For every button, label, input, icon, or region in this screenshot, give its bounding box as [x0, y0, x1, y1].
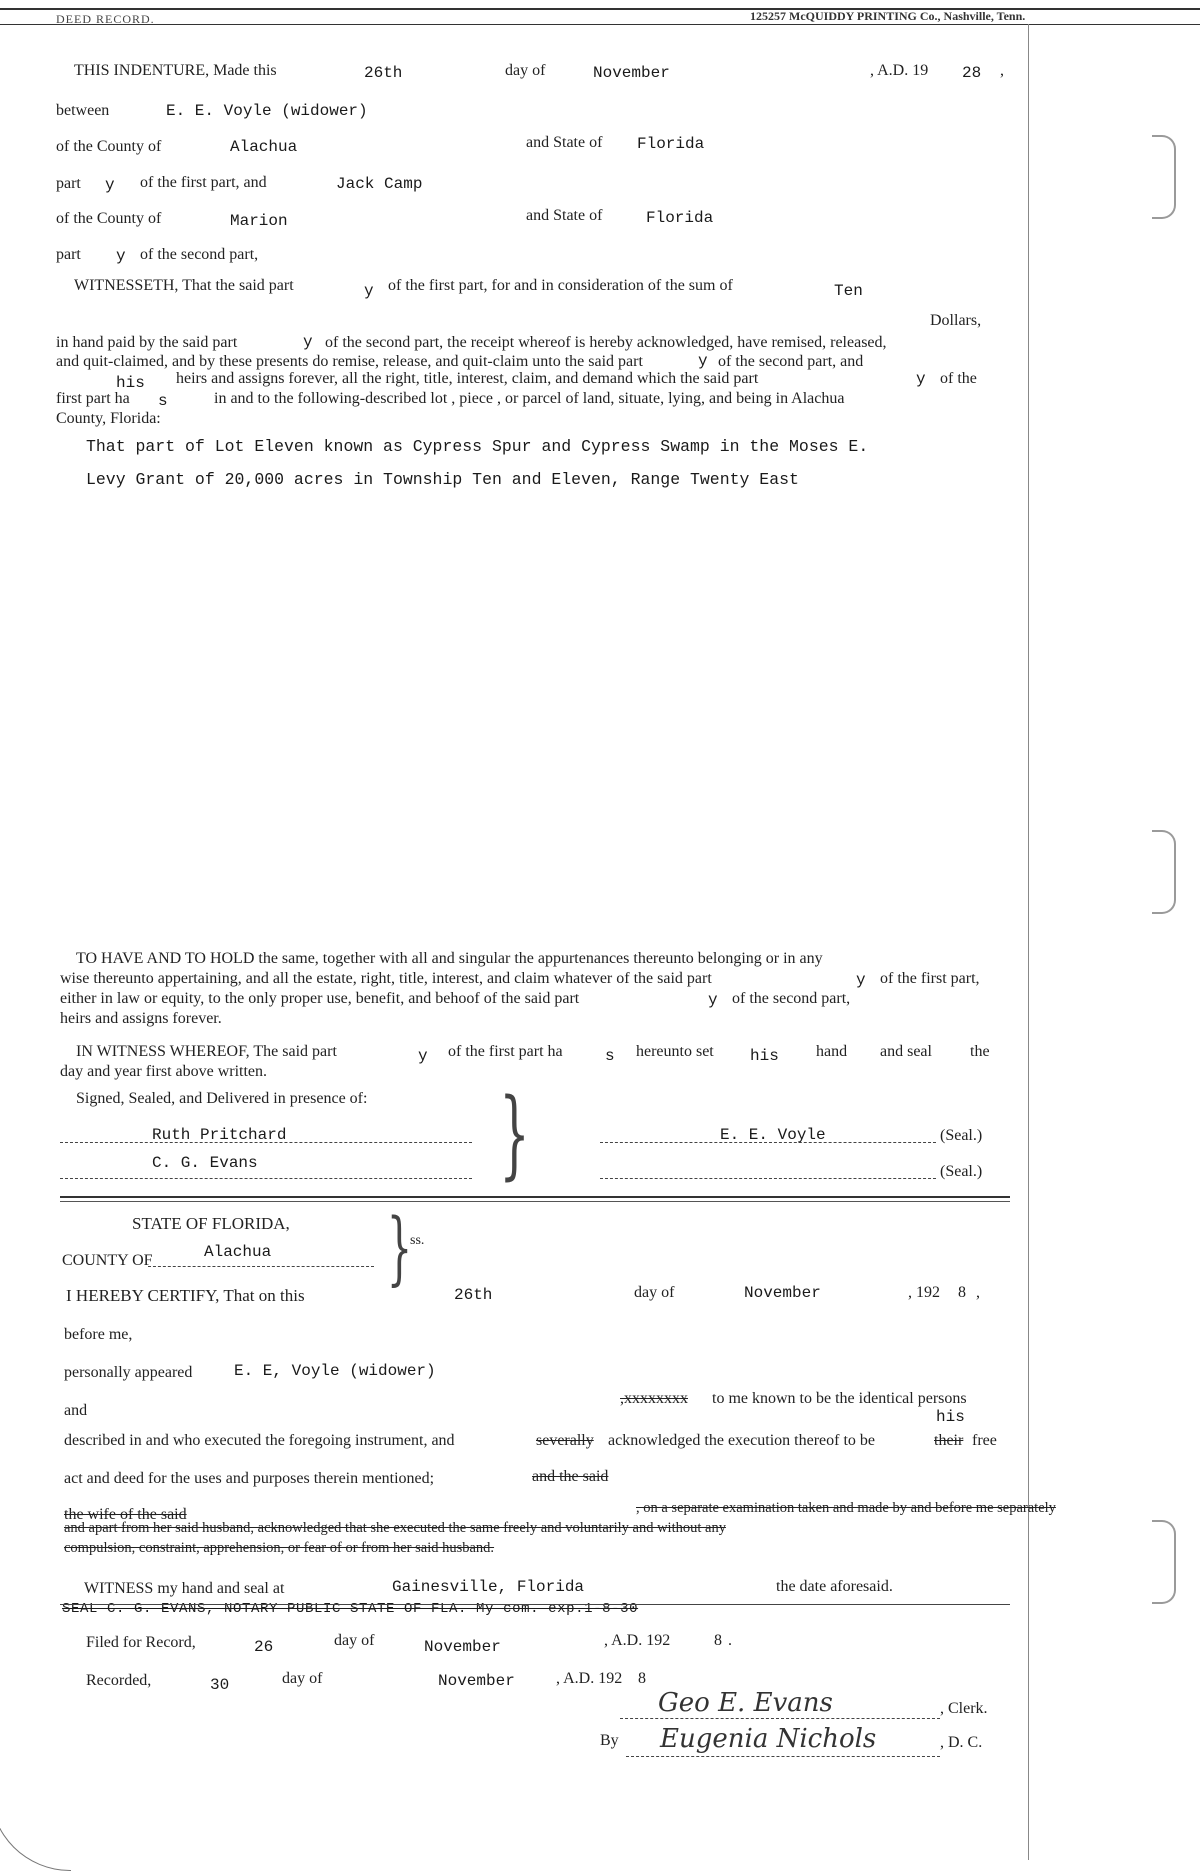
in-witness-seal: and seal — [880, 1043, 932, 1060]
section-divider-top — [60, 1196, 1010, 1198]
right-margin-rule — [1028, 24, 1029, 1860]
binding-loop — [1152, 1520, 1176, 1604]
in-witness-line2: day and year first above written. — [60, 1063, 268, 1080]
clerk-line — [620, 1718, 940, 1719]
indenture-ad: , A.D. 19 — [870, 62, 929, 79]
recorded-month: November — [438, 1672, 515, 1690]
state1-value: Florida — [637, 135, 705, 153]
witnesseth-s: s — [158, 392, 168, 410]
ack-person: E. E, Voyle (widower) — [234, 1362, 436, 1380]
witnesseth-line3a: in hand paid by the said part — [56, 334, 238, 351]
filed-period: . — [728, 1632, 732, 1649]
between-label: between — [56, 102, 110, 119]
filed-month: November — [424, 1638, 501, 1656]
witnesseth-y-2: y — [303, 333, 313, 351]
ack-and: and — [64, 1402, 88, 1419]
in-witness-line1a: IN WITNESS WHEREOF, The said part — [76, 1043, 337, 1060]
witnesseth-line3b: of the second part, the receipt whereof is hereby acknowledged, have remised, released, — [325, 334, 887, 351]
ack-day: 26th — [454, 1286, 493, 1304]
notary-seal-struck: SEAL C. G. EVANS, NOTARY PUBLIC STATE OF FLA. My com. exp.1-8-30 — [62, 1601, 639, 1617]
second-part-label: of the second part, — [140, 246, 259, 263]
witness2-name: C. G. Evans — [152, 1154, 258, 1172]
habendum-line2a: wise thereunto appertaining, and all the estate, right, title, interest, and claim whatever of the said part — [60, 970, 712, 987]
header-bottom-rule — [0, 24, 1200, 25]
binding-loop — [1152, 830, 1176, 914]
section-divider-bottom — [60, 1201, 1010, 1202]
ack-witness: WITNESS my hand and seal at — [84, 1580, 285, 1597]
state-label-1: and State of — [526, 134, 603, 151]
habendum-line3b: of the second part, — [732, 990, 851, 1007]
witnesseth-y-1: y — [364, 282, 374, 300]
signed-sealed-label: Signed, Sealed, and Delivered in presence of: — [76, 1090, 368, 1107]
witnesseth-line1b: of the first part, for and in consideration of the sum of — [388, 277, 733, 294]
filed-yr: 8 — [714, 1632, 722, 1649]
dollars-label: Dollars, — [930, 312, 982, 329]
notary-rule — [60, 1604, 1010, 1605]
ack-severally: severally — [536, 1432, 594, 1449]
dc-label: , D. C. — [940, 1734, 983, 1751]
party2-name: Jack Camp — [336, 175, 423, 193]
witnesseth-line4b: of the second part, and — [718, 353, 864, 370]
ack-day-of: day of — [634, 1284, 675, 1301]
ack-appeared: personally appeared — [64, 1364, 193, 1381]
first-part-and: of the first part, and — [140, 174, 267, 191]
witnesseth-line5b: of the — [940, 370, 977, 387]
witnesseth-his: his — [116, 374, 145, 392]
ack-county-label: COUNTY OF — [62, 1252, 153, 1269]
ack-described-a: described in and who executed the foregoing instrument, and — [64, 1432, 455, 1449]
part-label-2: part — [56, 246, 81, 263]
in-witness-s: s — [605, 1047, 615, 1065]
county2-value: Marion — [230, 212, 288, 230]
filed-day: 26 — [254, 1638, 274, 1656]
ack-and-the-said: and the said — [532, 1468, 609, 1485]
habendum-y-2: y — [708, 991, 718, 1009]
habendum-line3a: either in law or equity, to the only proper use, benefit, and behoof of the said part — [60, 990, 580, 1007]
ack-month: November — [744, 1284, 821, 1302]
state-label-2: and State of — [526, 207, 603, 224]
indenture-month: November — [593, 64, 670, 82]
ack-struck-line2: and apart from her said husband, acknowledged that she executed the same freely and voluntarily and without any — [64, 1520, 726, 1536]
consideration-sum: Ten — [834, 282, 863, 300]
in-witness-y: y — [418, 1047, 428, 1065]
ack-state: STATE OF FLORIDA, — [132, 1214, 290, 1233]
witnesseth-line7: County, Florida: — [56, 410, 161, 427]
recorded-yr: 8 — [638, 1670, 646, 1687]
recorded-day: 30 — [210, 1676, 230, 1694]
witnesseth-line1: WITNESSETH, That the said part — [74, 277, 294, 294]
in-witness-hand: hand — [816, 1043, 848, 1060]
filed-day-of: day of — [334, 1632, 375, 1649]
ack-free: free — [972, 1432, 997, 1449]
ack-before: before me, — [64, 1326, 133, 1343]
habendum-line1: TO HAVE AND TO HOLD the same, together with all and singular the appurtenances thereunto belonging or in any — [76, 950, 823, 967]
ack-their: their — [934, 1432, 964, 1449]
filed-label: Filed for Record, — [86, 1634, 196, 1651]
in-witness-the: the — [970, 1043, 990, 1060]
in-witness-line1b: of the first part ha — [448, 1043, 563, 1060]
grantor2-line — [600, 1178, 936, 1179]
ack-brace: } — [386, 1201, 413, 1294]
witnesseth-line5a: heirs and assigns forever, all the right, title, interest, claim, and demand which the said part — [176, 370, 759, 387]
description-line2: Levy Grant of 20,000 acres in Township Ten and Eleven, Range Twenty East — [86, 470, 799, 489]
header-printer: 125257 McQUIDDY PRINTING Co., Nashville, Tenn. — [750, 9, 1026, 23]
ack-county-line — [148, 1266, 374, 1267]
clerk-signature: Geo E. Evans — [658, 1688, 833, 1718]
signature-brace: } — [499, 1078, 530, 1190]
ack-place: Gainesville, Florida — [392, 1578, 585, 1596]
ack-ss: ss. — [410, 1233, 425, 1248]
description-line1: That part of Lot Eleven known as Cypress Spur and Cypress Swamp in the Moses E. — [86, 437, 869, 456]
ack-struck-line1a: the wife of the said — [64, 1506, 187, 1523]
grantor-signature: E. E. Voyle — [720, 1126, 826, 1144]
clerk-label: , Clerk. — [940, 1700, 988, 1717]
seal-label-1: (Seal.) — [940, 1127, 983, 1144]
header-deed-record: DEED RECORD. — [56, 12, 155, 26]
ack-yr: 8 — [958, 1284, 966, 1301]
dc-signature: Eugenia Nichols — [660, 1724, 877, 1754]
party1-name: E. E. Voyle (widower) — [166, 102, 368, 120]
part-label-1: part — [56, 175, 81, 192]
part-y-1: y — [105, 176, 115, 194]
witness1-name: Ruth Pritchard — [152, 1126, 287, 1144]
seal-label-2: (Seal.) — [940, 1163, 983, 1180]
witnesseth-line6a: first part ha — [56, 390, 130, 407]
indenture-day: 26th — [364, 64, 403, 82]
county-label-2: of the County of — [56, 210, 162, 227]
ack-described-b: acknowledged the execution thereof to be — [608, 1432, 875, 1449]
county-label-1: of the County of — [56, 138, 162, 155]
binding-loop — [1152, 135, 1176, 219]
indenture-intro: THIS INDENTURE, Made this — [74, 62, 277, 79]
recorded-day-of: day of — [282, 1670, 323, 1687]
county1-value: Alachua — [230, 138, 298, 156]
page-corner-curve — [0, 1760, 71, 1871]
ack-struck-line1b: , on a separate examination taken and made by and before me separately — [636, 1500, 1056, 1516]
witnesseth-y-4: y — [916, 370, 926, 388]
dc-line — [626, 1756, 940, 1757]
recorded-label: Recorded, — [86, 1672, 152, 1689]
in-witness-line1c: hereunto set — [636, 1043, 714, 1060]
ack-yr-comma: , — [976, 1284, 980, 1301]
in-witness-his: his — [750, 1047, 779, 1065]
ack-act: act and deed for the uses and purposes therein mentioned; — [64, 1470, 435, 1487]
state2-value: Florida — [646, 209, 714, 227]
indenture-day-of: day of — [505, 62, 546, 79]
ack-yr-label: , 192 — [908, 1284, 940, 1301]
ack-county: Alachua — [204, 1243, 272, 1261]
by-label: By — [600, 1732, 619, 1749]
habendum-line4: heirs and assigns forever. — [60, 1010, 222, 1027]
indenture-year-end: , — [1000, 62, 1004, 79]
filed-ad: , A.D. 192 — [604, 1632, 671, 1649]
ack-known: to me known to be the identical persons — [712, 1390, 967, 1407]
ack-and-struck: ,xxxxxxxx — [620, 1390, 688, 1407]
habendum-y-1: y — [856, 971, 866, 989]
ack-date-aforesaid: the date aforesaid. — [776, 1578, 893, 1595]
witnesseth-y-3: y — [698, 352, 708, 370]
ack-certify: I HEREBY CERTIFY, That on this — [66, 1286, 305, 1305]
recorded-ad: , A.D. 192 — [556, 1670, 623, 1687]
habendum-line2b: of the first part, — [880, 970, 980, 987]
indenture-year: 28 — [962, 64, 982, 82]
ack-his: his — [936, 1408, 965, 1426]
part-y-2: y — [116, 247, 126, 265]
ack-struck-line3: compulsion, constraint, apprehension, or fear of or from her said husband. — [64, 1540, 495, 1556]
witnesseth-line4a: and quit-claimed, and by these presents do remise, release, and quit-claim unto the said part — [56, 353, 643, 370]
witnesseth-line6b: in and to the following-described lot , piece , or parcel of land, situate, lying, and being in Alachua — [214, 390, 845, 407]
witness2-line — [60, 1178, 472, 1179]
